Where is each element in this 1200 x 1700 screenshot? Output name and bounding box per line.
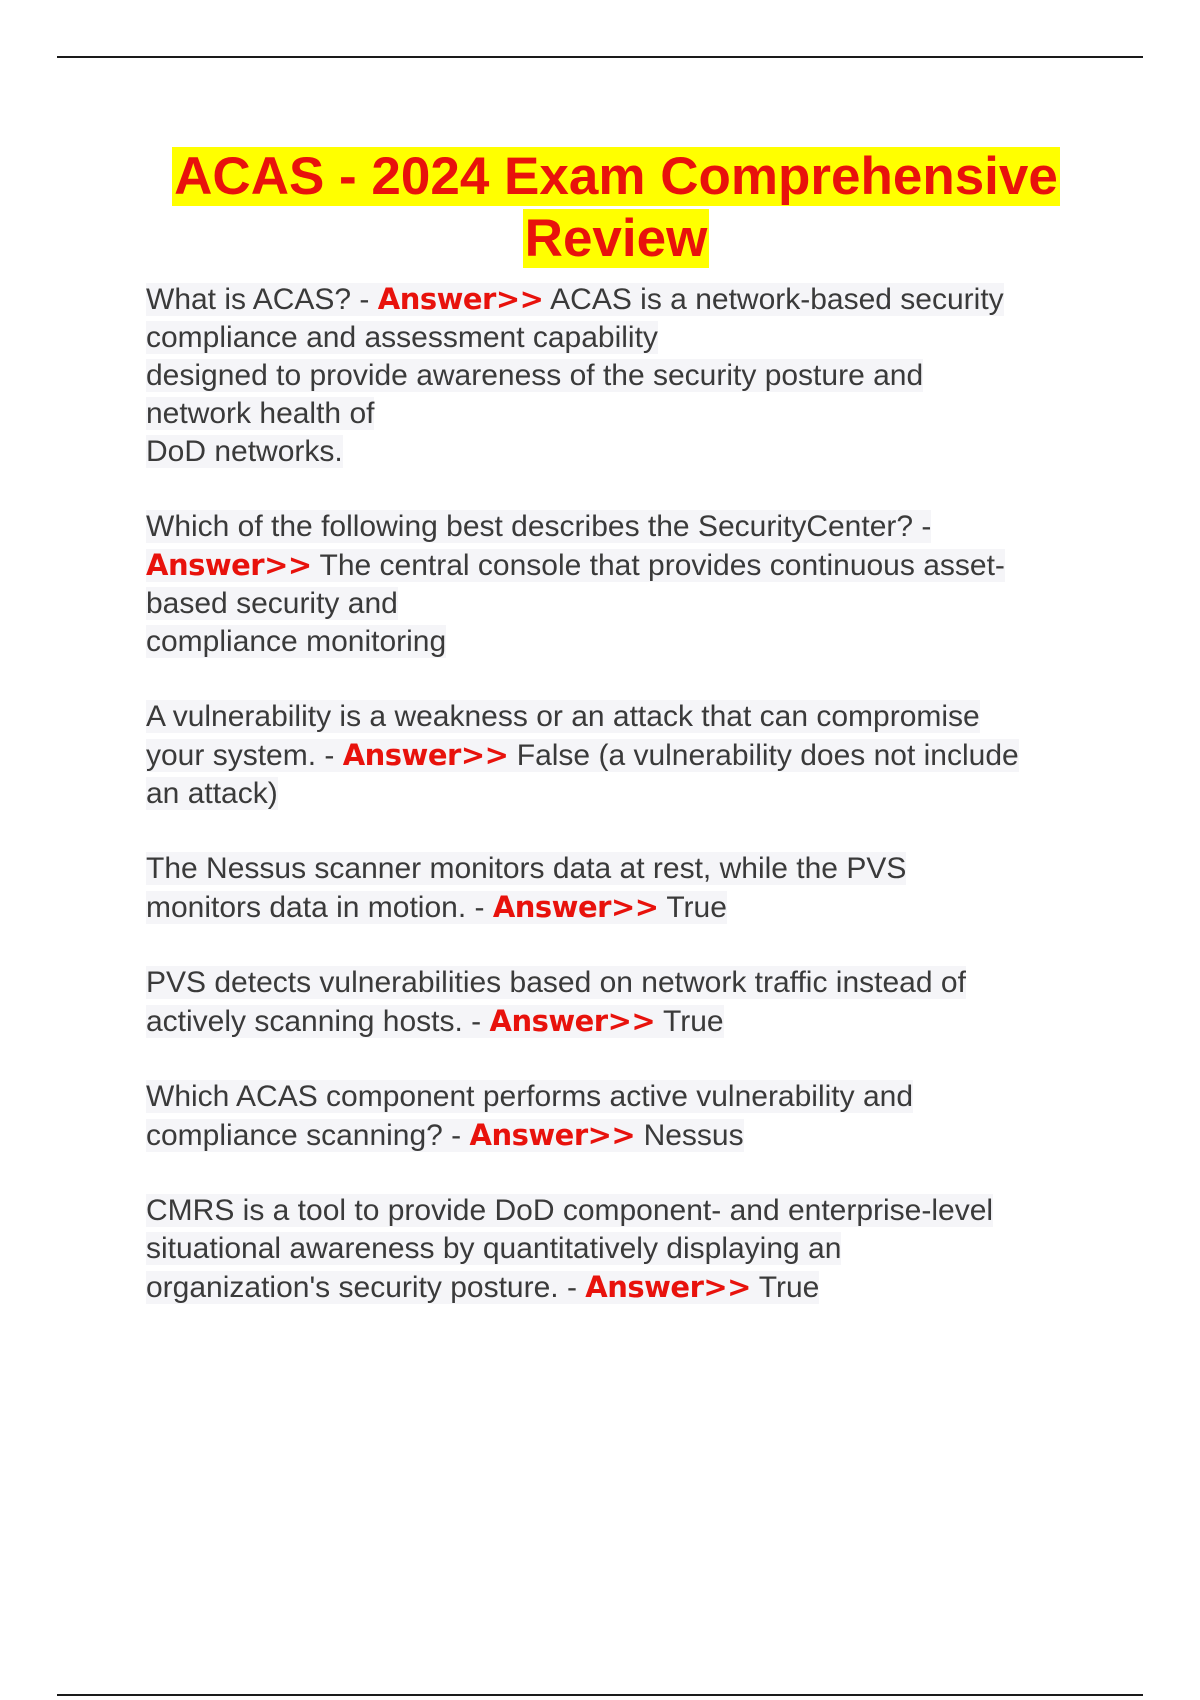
question-text: an attack) xyxy=(146,777,278,810)
answer-text: The central console that provides continuous asset- xyxy=(311,549,1005,582)
qa-line xyxy=(146,736,1096,775)
qa-line xyxy=(146,850,1096,888)
question-text: monitors data in motion. - xyxy=(146,891,493,924)
answer-label: Answer>> xyxy=(585,1270,751,1304)
qa-line xyxy=(146,1268,1096,1307)
title-line-2: Review xyxy=(524,209,708,268)
question-text: The Nessus scanner monitors data at rest, while the PVS xyxy=(146,852,907,885)
question-text: Which of the following best describes the SecurityCenter? - xyxy=(146,510,932,543)
qa-line xyxy=(146,623,1096,661)
qa-line-text xyxy=(146,966,966,999)
question-text: organization's security posture. - xyxy=(146,1271,586,1304)
qa-line xyxy=(146,1192,1096,1230)
answer-text: True xyxy=(658,891,727,924)
qa-line xyxy=(146,1002,1096,1041)
answer-text: ACAS is a network-based security xyxy=(543,283,1004,316)
title-line-1: ACAS - 2024 Exam Comprehensive xyxy=(174,147,1058,206)
qa-line xyxy=(146,357,1096,395)
question-text: CMRS is a tool to provide DoD component- and enterprise-level xyxy=(146,1194,994,1227)
qa-line-text xyxy=(146,625,446,658)
qa-item xyxy=(146,1192,1096,1307)
qa-line-text xyxy=(146,1194,993,1227)
qa-line xyxy=(146,1116,1096,1155)
qa-line xyxy=(146,395,1096,433)
qa-line-text xyxy=(146,1080,913,1113)
qa-line-text xyxy=(146,700,980,733)
qa-line xyxy=(146,433,1096,471)
answer-text: Nessus xyxy=(635,1119,744,1152)
qa-line-text xyxy=(146,397,374,430)
document-title xyxy=(146,146,1086,270)
qa-item xyxy=(146,1078,1096,1155)
qa-line-text xyxy=(146,549,1005,582)
qa-item xyxy=(146,508,1096,661)
answer-label: Answer>> xyxy=(342,738,509,772)
answer-label: Answer>> xyxy=(489,1004,656,1038)
qa-line xyxy=(146,1078,1096,1116)
qa-item xyxy=(146,698,1096,813)
answer-label: Answer>> xyxy=(146,548,312,582)
qa-line-text xyxy=(146,1119,744,1152)
question-text: network health of xyxy=(146,397,375,430)
qa-line-text xyxy=(146,587,398,620)
question-text: situational awareness by quantitatively displaying an xyxy=(146,1232,842,1265)
qa-line xyxy=(146,888,1096,927)
question-text: compliance and assessment capability xyxy=(146,321,658,354)
qa-line xyxy=(146,280,1096,319)
qa-line xyxy=(146,508,1096,546)
qa-item xyxy=(146,964,1096,1041)
qa-line-text xyxy=(146,852,906,885)
answer-text: False (a vulnerability does not include xyxy=(508,739,1019,772)
qa-line-text xyxy=(146,359,923,392)
qa-list xyxy=(146,280,1096,1344)
answer-text: True xyxy=(655,1005,724,1038)
qa-line xyxy=(146,775,1096,813)
question-text: A vulnerability is a weakness or an attack that can compromise xyxy=(146,700,980,733)
question-text: compliance monitoring xyxy=(146,625,447,658)
qa-line-text xyxy=(146,891,727,924)
question-text: What is ACAS? - xyxy=(146,283,378,316)
qa-line-text xyxy=(146,283,1004,316)
qa-line xyxy=(146,698,1096,736)
answer-label: Answer>> xyxy=(469,1118,636,1152)
footer-rule xyxy=(57,1694,1143,1696)
qa-line-text xyxy=(146,510,931,543)
qa-line-text xyxy=(146,1271,819,1304)
qa-item xyxy=(146,280,1096,471)
question-text: your system. - xyxy=(146,739,343,772)
qa-line xyxy=(146,546,1096,585)
question-text: PVS detects vulnerabilities based on network traffic instead of xyxy=(146,966,966,999)
qa-line xyxy=(146,585,1096,623)
answer-label: Answer>> xyxy=(377,282,544,316)
qa-line xyxy=(146,1230,1096,1268)
question-text: Which ACAS component performs active vulnerability and xyxy=(146,1080,914,1113)
header-rule xyxy=(57,56,1143,58)
qa-line-text xyxy=(146,777,278,810)
qa-line-text xyxy=(146,1232,841,1265)
qa-line xyxy=(146,964,1096,1002)
question-text: DoD networks. xyxy=(146,435,343,468)
question-text: designed to provide awareness of the security posture and xyxy=(146,359,924,392)
question-text: based security and xyxy=(146,587,398,620)
answer-label: Answer>> xyxy=(492,890,659,924)
qa-line-text xyxy=(146,739,1019,772)
qa-line-text xyxy=(146,321,658,354)
question-text: compliance scanning? - xyxy=(146,1119,470,1152)
qa-line xyxy=(146,319,1096,357)
answer-text: True xyxy=(750,1271,820,1304)
qa-line-text xyxy=(146,435,343,468)
qa-line-text xyxy=(146,1005,724,1038)
question-text: actively scanning hosts. - xyxy=(146,1005,490,1038)
qa-item xyxy=(146,850,1096,927)
